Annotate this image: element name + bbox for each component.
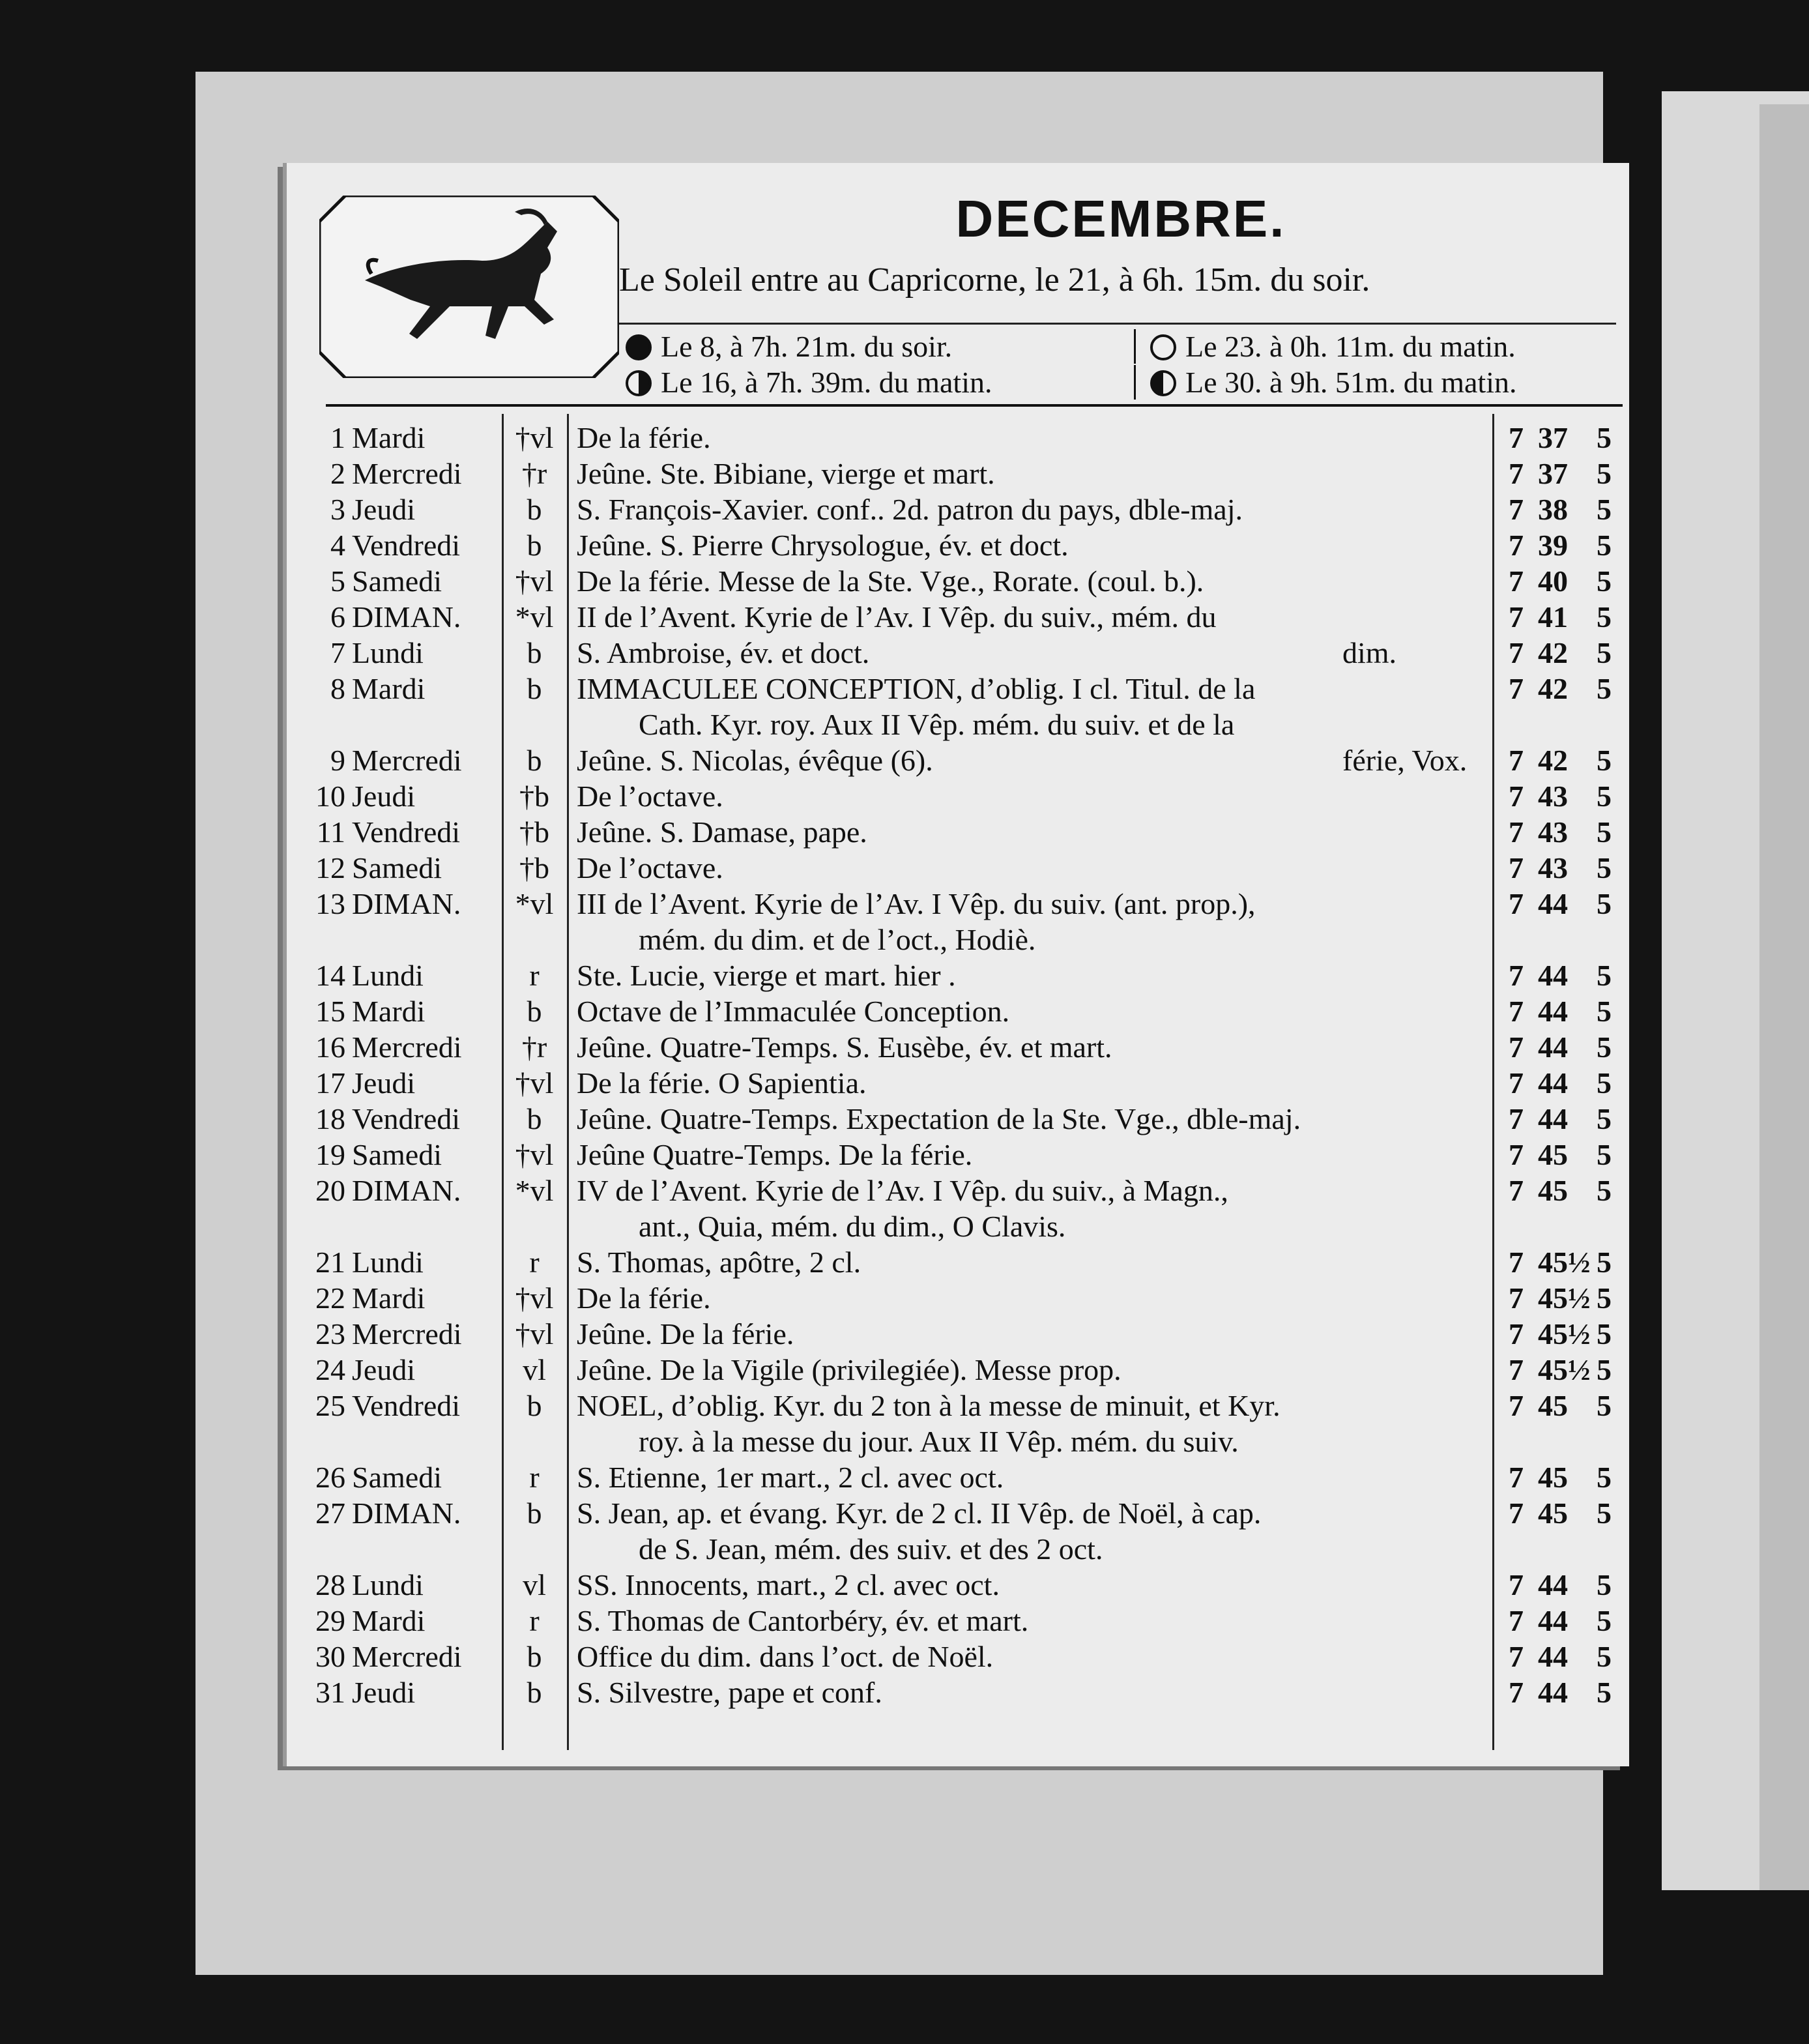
sunrise-minute: 45 [1538, 1461, 1568, 1494]
office-text: Jeûne. Ste. Bibiane, vierge et mart. [577, 457, 995, 490]
weekday: Jeudi [352, 1353, 416, 1386]
month-title: DECEMBRE. [955, 190, 1286, 248]
sunrise-seconds: 5 [1597, 1246, 1612, 1279]
day-number: 10 [315, 780, 345, 813]
sunrise-hour: 7 [1509, 421, 1524, 454]
first-quarter-icon [626, 370, 652, 396]
sunrise-seconds: 5 [1597, 1461, 1612, 1494]
capricorn-emblem [319, 196, 619, 378]
sunrise-seconds: 5 [1597, 1030, 1612, 1064]
weekday: Mardi [352, 672, 426, 705]
sunrise-seconds: 5 [1597, 457, 1612, 490]
sunrise-minute: 42 [1538, 672, 1568, 705]
day-number: 20 [315, 1174, 345, 1207]
sunrise-hour: 7 [1509, 1174, 1524, 1207]
sunrise-minute: 41 [1538, 600, 1568, 634]
liturgical-color: †b [519, 851, 549, 884]
day-number: 3 [330, 493, 345, 526]
day-number: 28 [315, 1568, 345, 1601]
day-number: 9 [330, 744, 345, 777]
sunrise-minute: 45½ [1538, 1281, 1591, 1315]
day-number: 13 [315, 887, 345, 920]
office-text: IMMACULEE CONCEPTION, d’oblig. I cl. Titul. de la [577, 672, 1256, 705]
office-text: Office du dim. dans l’oct. de Noël. [577, 1640, 994, 1673]
sunrise-hour: 7 [1509, 1640, 1524, 1673]
sunrise-seconds: 5 [1597, 815, 1612, 849]
sunrise-hour: 7 [1509, 780, 1524, 813]
sunrise-hour: 7 [1509, 1066, 1524, 1100]
sunrise-seconds: 5 [1597, 600, 1612, 634]
office-text: Jeûne. Quatre-Temps. S. Eusèbe, év. et mart. [577, 1030, 1112, 1064]
liturgical-color: b [527, 493, 542, 526]
sunrise-seconds: 5 [1597, 1389, 1612, 1422]
moon-divider [619, 323, 1616, 325]
office-text: De la férie. [577, 421, 711, 454]
day-number: 2 [330, 457, 345, 490]
weekday: Lundi [352, 1568, 424, 1601]
weekday: Jeudi [352, 1066, 416, 1100]
sunrise-seconds: 5 [1597, 851, 1612, 884]
liturgical-color: b [527, 995, 542, 1028]
sun-note: Le Soleil entre au Capricorne, le 21, à 6h. 15m. du soir. [619, 261, 1370, 299]
sunrise-seconds: 5 [1597, 564, 1612, 598]
sunrise-minute: 45 [1538, 1389, 1568, 1422]
sunrise-minute: 45 [1538, 1496, 1568, 1530]
office-text-continued: Cath. Kyr. roy. Aux II Vêp. mém. du suiv. et de la [639, 708, 1235, 741]
office-text: Jeûne. De la férie. [577, 1317, 794, 1350]
sunrise-hour: 7 [1509, 457, 1524, 490]
sunrise-seconds: 5 [1597, 1174, 1612, 1207]
sunrise-seconds: 5 [1597, 744, 1612, 777]
goat-icon [319, 196, 619, 378]
liturgical-color: vl [523, 1568, 546, 1601]
sunrise-minute: 43 [1538, 815, 1568, 849]
moon-phase-2: Le 16, à 7h. 39m. du matin. [626, 365, 992, 400]
weekday: Mercredi [352, 1030, 462, 1064]
sunrise-minute: 44 [1538, 995, 1568, 1028]
sunrise-hour: 7 [1509, 1496, 1524, 1530]
liturgical-color: *vl [515, 1174, 554, 1207]
office-text-continued: mém. du dim. et de l’oct., Hodiè. [639, 923, 1036, 956]
sunrise-minute: 43 [1538, 851, 1568, 884]
sunrise-hour: 7 [1509, 1317, 1524, 1350]
sunrise-minute: 43 [1538, 780, 1568, 813]
sunrise-seconds: 5 [1597, 672, 1612, 705]
sunrise-minute: 45 [1538, 1138, 1568, 1171]
office-text: De la férie. O Sapientia. [577, 1066, 867, 1100]
office-text: De la férie. [577, 1281, 711, 1315]
sunrise-minute: 42 [1538, 744, 1568, 777]
day-number: 30 [315, 1640, 345, 1673]
weekday: Samedi [352, 1138, 442, 1171]
sunrise-seconds: 5 [1597, 636, 1612, 669]
liturgical-color: b [527, 744, 542, 777]
sunrise-seconds: 5 [1597, 1568, 1612, 1601]
day-number: 12 [315, 851, 345, 884]
sunrise-hour: 7 [1509, 636, 1524, 669]
sunrise-minute: 45½ [1538, 1317, 1591, 1350]
sunrise-hour: 7 [1509, 744, 1524, 777]
weekday: DIMAN. [352, 1496, 461, 1530]
day-number: 8 [330, 672, 345, 705]
office-text: S. Thomas, apôtre, 2 cl. [577, 1246, 861, 1279]
office-text: De la férie. Messe de la Ste. Vge., Rorate. (coul. b.). [577, 564, 1204, 598]
sunrise-minute: 45½ [1538, 1246, 1591, 1279]
liturgical-color: b [527, 1640, 542, 1673]
sunrise-minute: 44 [1538, 1030, 1568, 1064]
weekday: Mardi [352, 995, 426, 1028]
liturgical-color: *vl [515, 887, 554, 920]
day-number: 5 [330, 564, 345, 598]
sunrise-minute: 39 [1538, 529, 1568, 562]
sunrise-hour: 7 [1509, 1389, 1524, 1422]
sunrise-minute: 44 [1538, 959, 1568, 992]
month-header [287, 163, 1629, 411]
weekday: Jeudi [352, 780, 416, 813]
sunrise-hour: 7 [1509, 1281, 1524, 1315]
day-number: 16 [315, 1030, 345, 1064]
sunrise-hour: 7 [1509, 1676, 1524, 1709]
sunrise-hour: 7 [1509, 672, 1524, 705]
office-text: IV de l’Avent. Kyrie de l’Av. I Vêp. du suiv., à Magn., [577, 1174, 1228, 1207]
weekday: Samedi [352, 564, 442, 598]
sunrise-seconds: 5 [1597, 1281, 1612, 1315]
day-number: 25 [315, 1389, 345, 1422]
moon-phase-3: Le 23. à 0h. 11m. du matin. [1134, 329, 1516, 364]
weekday: Lundi [352, 1246, 424, 1279]
sunrise-hour: 7 [1509, 1246, 1524, 1279]
moon-phase-1: Le 8, à 7h. 21m. du soir. [626, 329, 952, 364]
sunrise-seconds: 5 [1597, 1676, 1612, 1709]
column-rule-1 [502, 414, 504, 1750]
sunrise-seconds: 5 [1597, 1066, 1612, 1100]
liturgical-color: †vl [515, 564, 554, 598]
weekday: Samedi [352, 851, 442, 884]
day-number: 31 [315, 1676, 345, 1709]
day-number: 24 [315, 1353, 345, 1386]
liturgical-color: †vl [515, 1317, 554, 1350]
column-rule-3 [1492, 414, 1494, 1750]
office-text: Octave de l’Immaculée Conception. [577, 995, 1010, 1028]
liturgical-color: b [527, 1496, 542, 1530]
sunrise-hour: 7 [1509, 995, 1524, 1028]
sunrise-minute: 38 [1538, 493, 1568, 526]
sunrise-hour: 7 [1509, 1568, 1524, 1601]
sunrise-minute: 44 [1538, 1676, 1568, 1709]
day-number: 17 [315, 1066, 345, 1100]
sunrise-seconds: 5 [1597, 421, 1612, 454]
weekday: Lundi [352, 636, 424, 669]
sunrise-hour: 7 [1509, 1353, 1524, 1386]
office-text: Jeûne. S. Damase, pape. [577, 815, 867, 849]
office-text: Jeûne Quatre-Temps. De la férie. [577, 1138, 973, 1171]
office-text: S. Silvestre, pape et conf. [577, 1676, 882, 1709]
sunrise-hour: 7 [1509, 851, 1524, 884]
liturgical-color: b [527, 636, 542, 669]
sunrise-minute: 44 [1538, 1604, 1568, 1637]
office-text: Jeûne. De la Vigile (privilegiée). Messe prop. [577, 1353, 1122, 1386]
liturgical-color: *vl [515, 600, 554, 634]
weekday: Mercredi [352, 1317, 462, 1350]
weekday: Mercredi [352, 457, 462, 490]
office-text: De l’octave. [577, 851, 723, 884]
weekday: Vendredi [352, 815, 461, 849]
day-number: 21 [315, 1246, 345, 1279]
liturgical-color: †vl [515, 1138, 554, 1171]
office-text: S. Ambroise, év. et doct. [577, 636, 870, 669]
sunrise-hour: 7 [1509, 1138, 1524, 1171]
weekday: Mercredi [352, 1640, 462, 1673]
day-number: 6 [330, 600, 345, 634]
liturgical-color: r [529, 1461, 540, 1494]
calendar-page [287, 163, 1629, 1766]
office-text: SS. Innocents, mart., 2 cl. avec oct. [577, 1568, 1000, 1601]
full-moon-icon [1150, 334, 1176, 360]
office-text-continued: de S. Jean, mém. des suiv. et des 2 oct. [639, 1532, 1103, 1566]
sunrise-minute: 40 [1538, 564, 1568, 598]
sunrise-hour: 7 [1509, 564, 1524, 598]
sunrise-minute: 44 [1538, 1102, 1568, 1135]
day-number: 4 [330, 529, 345, 562]
office-text: Jeûne. S. Pierre Chrysologue, év. et doct. [577, 529, 1069, 562]
sunrise-hour: 7 [1509, 1030, 1524, 1064]
day-number: 11 [316, 815, 345, 849]
sunrise-seconds: 5 [1597, 1640, 1612, 1673]
office-text: S. François-Xavier. conf.. 2d. patron du pays, dble-maj. [577, 493, 1243, 526]
sunrise-minute: 37 [1538, 457, 1568, 490]
weekday: Mercredi [352, 744, 462, 777]
office-text: De l’octave. [577, 780, 723, 813]
day-number: 14 [315, 959, 345, 992]
office-text-continued: roy. à la messe du jour. Aux II Vêp. mém. du suiv. [639, 1425, 1239, 1458]
sunrise-minute: 45½ [1538, 1353, 1591, 1386]
liturgical-color: †b [519, 780, 549, 813]
sunrise-minute: 44 [1538, 1066, 1568, 1100]
sunrise-hour: 7 [1509, 887, 1524, 920]
sunrise-seconds: 5 [1597, 529, 1612, 562]
column-rule-2 [567, 414, 569, 1750]
day-number: 15 [315, 995, 345, 1028]
sunrise-minute: 44 [1538, 887, 1568, 920]
office-text: Ste. Lucie, vierge et mart. hier . [577, 959, 956, 992]
sunrise-seconds: 5 [1597, 493, 1612, 526]
sunrise-seconds: 5 [1597, 995, 1612, 1028]
liturgical-color: b [527, 672, 542, 705]
weekday: Samedi [352, 1461, 442, 1494]
sunrise-hour: 7 [1509, 1604, 1524, 1637]
new-moon-icon [626, 334, 652, 360]
sunrise-minute: 45 [1538, 1174, 1568, 1207]
day-number: 19 [315, 1138, 345, 1171]
sunrise-seconds: 5 [1597, 887, 1612, 920]
sunrise-minute: 44 [1538, 1568, 1568, 1601]
weekday: Jeudi [352, 493, 416, 526]
day-number: 18 [315, 1102, 345, 1135]
sunrise-minute: 42 [1538, 636, 1568, 669]
day-number: 1 [330, 421, 345, 454]
sunrise-minute: 44 [1538, 1640, 1568, 1673]
sunrise-seconds: 5 [1597, 1496, 1612, 1530]
liturgical-color: b [527, 1389, 542, 1422]
office-text: Jeûne. Quatre-Temps. Expectation de la Ste. Vge., dble-maj. [577, 1102, 1301, 1135]
sunrise-hour: 7 [1509, 815, 1524, 849]
weekday: Mardi [352, 1281, 426, 1315]
sunrise-hour: 7 [1509, 959, 1524, 992]
moon-phase-4: Le 30. à 9h. 51m. du matin. [1134, 365, 1516, 400]
sunrise-seconds: 5 [1597, 1102, 1612, 1135]
sunrise-hour: 7 [1509, 493, 1524, 526]
liturgical-color: b [527, 1102, 542, 1135]
weekday: Jeudi [352, 1676, 416, 1709]
weekday: DIMAN. [352, 887, 461, 920]
header-rule [326, 404, 1623, 407]
liturgical-color: vl [523, 1353, 546, 1386]
office-text: S. Jean, ap. et évang. Kyr. de 2 cl. II Vêp. de Noël, à cap. [577, 1496, 1262, 1530]
liturgical-color: b [527, 529, 542, 562]
sunrise-seconds: 5 [1597, 1317, 1612, 1350]
weekday: Mardi [352, 1604, 426, 1637]
sunrise-seconds: 5 [1597, 1353, 1612, 1386]
weekday: DIMAN. [352, 600, 461, 634]
weekday: DIMAN. [352, 1174, 461, 1207]
day-number: 22 [315, 1281, 345, 1315]
sunrise-hour: 7 [1509, 1461, 1524, 1494]
liturgical-color: r [529, 1604, 540, 1637]
office-text: II de l’Avent. Kyrie de l’Av. I Vêp. du suiv., mém. du [577, 600, 1217, 634]
sunrise-hour: 7 [1509, 529, 1524, 562]
weekday: Mardi [352, 421, 426, 454]
sunrise-hour: 7 [1509, 600, 1524, 634]
day-number: 29 [315, 1604, 345, 1637]
office-note: dim. [1342, 636, 1397, 669]
office-text-continued: ant., Quia, mém. du dim., O Clavis. [639, 1210, 1066, 1243]
sunrise-hour: 7 [1509, 1102, 1524, 1135]
day-number: 26 [315, 1461, 345, 1494]
office-text: Jeûne. S. Nicolas, évêque (6). [577, 744, 933, 777]
liturgical-color: †vl [515, 1066, 554, 1100]
weekday: Vendredi [352, 1389, 461, 1422]
weekday: Vendredi [352, 1102, 461, 1135]
liturgical-color: †vl [515, 421, 554, 454]
sunrise-seconds: 5 [1597, 1138, 1612, 1171]
liturgical-color: r [529, 959, 540, 992]
liturgical-color: b [527, 1676, 542, 1709]
liturgical-color: †vl [515, 1281, 554, 1315]
weekday: Lundi [352, 959, 424, 992]
liturgical-color: r [529, 1246, 540, 1279]
weekday: Vendredi [352, 529, 461, 562]
liturgical-color: †r [521, 457, 547, 490]
sunrise-seconds: 5 [1597, 1604, 1612, 1637]
office-note: férie, Vox. [1342, 744, 1468, 777]
liturgical-color: †r [521, 1030, 547, 1064]
day-number: 23 [315, 1317, 345, 1350]
sunrise-seconds: 5 [1597, 959, 1612, 992]
day-number: 27 [315, 1496, 345, 1530]
sunrise-minute: 37 [1538, 421, 1568, 454]
adjacent-page-edge [1759, 104, 1809, 1890]
liturgical-color: †b [519, 815, 549, 849]
office-text: S. Etienne, 1er mart., 2 cl. avec oct. [577, 1461, 1004, 1494]
office-text: S. Thomas de Cantorbéry, év. et mart. [577, 1604, 1029, 1637]
day-number: 7 [330, 636, 345, 669]
sunrise-seconds: 5 [1597, 780, 1612, 813]
last-quarter-icon [1150, 370, 1176, 396]
office-text: NOEL, d’oblig. Kyr. du 2 ton à la messe de minuit, et Kyr. [577, 1389, 1281, 1422]
office-text: III de l’Avent. Kyrie de l’Av. I Vêp. du suiv. (ant. prop.), [577, 887, 1256, 920]
